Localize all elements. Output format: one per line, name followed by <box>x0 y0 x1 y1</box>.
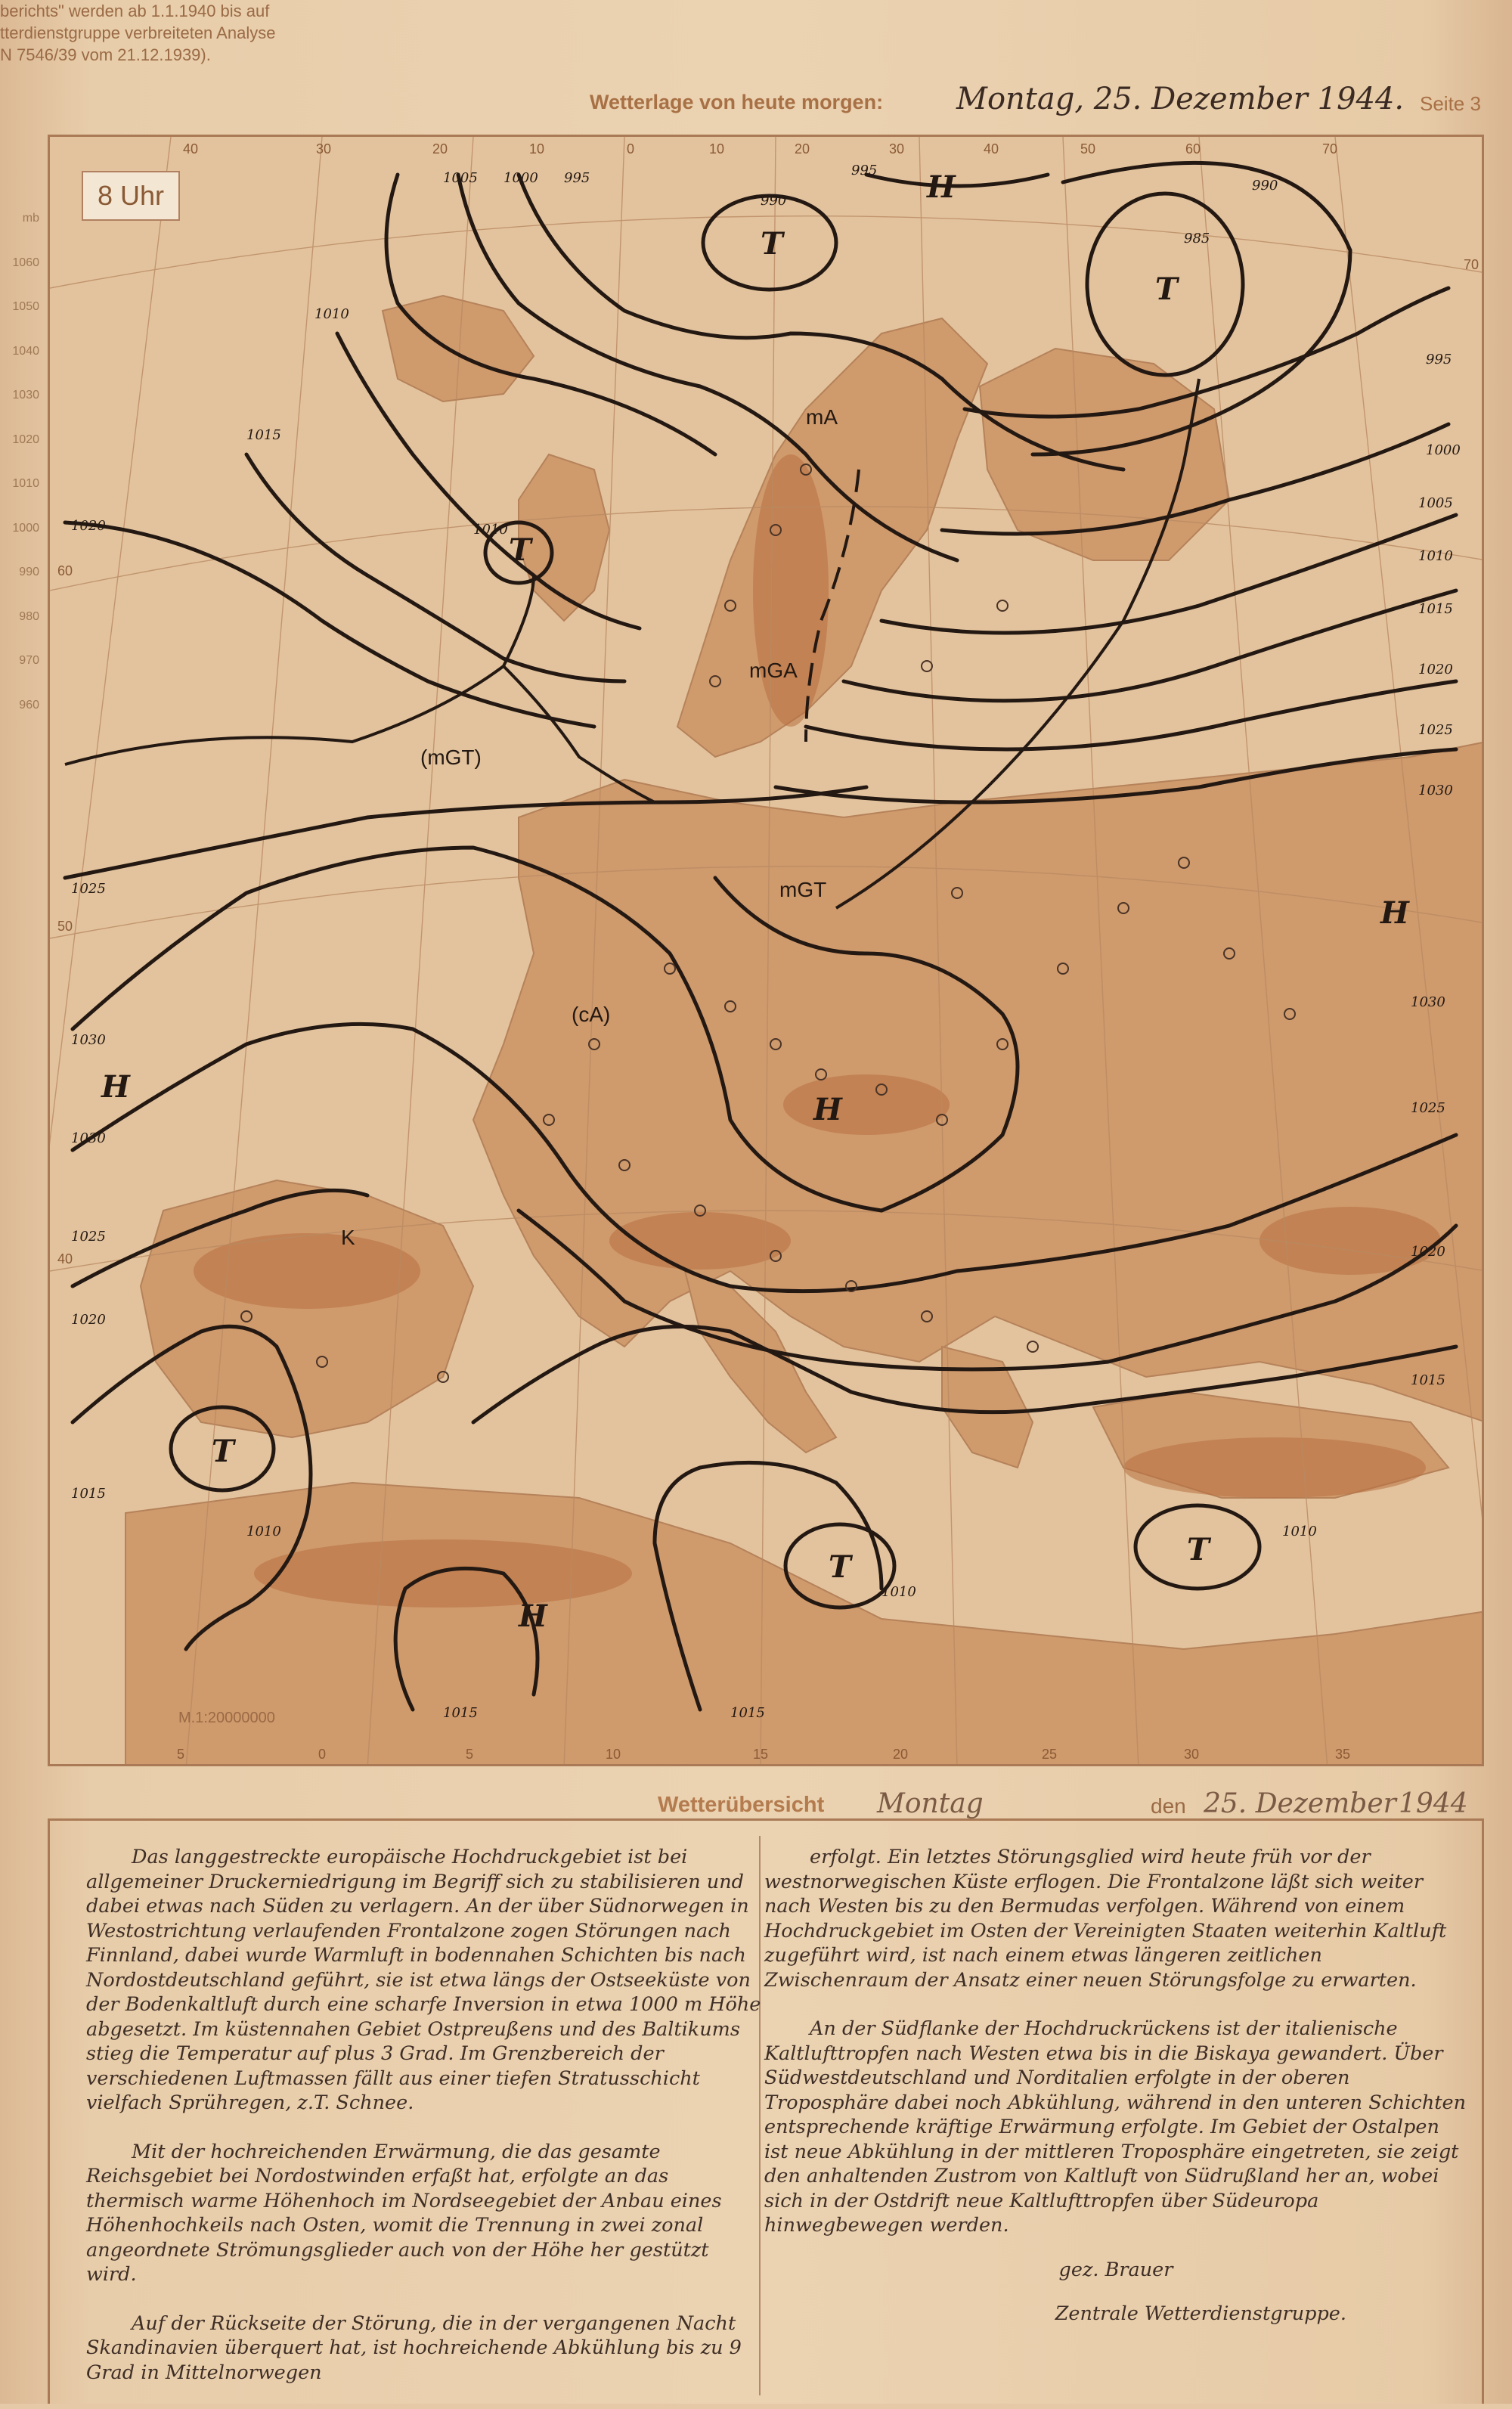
isobar-value: 1010 <box>881 1584 916 1600</box>
longitude-label: 10 <box>606 1747 621 1762</box>
left-margin-pressure-scale <box>0 212 44 743</box>
longitude-label: 70 <box>1322 141 1338 157</box>
low-symbol: T <box>212 1434 234 1469</box>
longitude-label: 20 <box>432 141 448 157</box>
longitude-label: 40 <box>183 141 199 157</box>
overview-day: Montag <box>877 1788 984 1819</box>
paragraph: Mit der hochreichenden Erwärmung, die das gesamte Reichsgebiet bei Nordostwinden erfaßt hat, erfolgte an das thermisch warme Höhenhoch im Nordseegebiet der Anbau eines Höhenhochkeils nach Osten, womit die Trennung in zwei zonal angeordnete Strömungsglieder auch von der Höhe her gestützt wird. <box>86 2140 722 2286</box>
air-mass-label: K <box>341 1226 355 1249</box>
weather-overview-label: Wetterübersicht <box>658 1793 825 1817</box>
isobar-value: 1025 <box>71 1229 106 1245</box>
isobar-value: 1025 <box>1418 722 1453 738</box>
longitude-label: 35 <box>1335 1747 1351 1762</box>
overview-year: 1944 <box>1399 1788 1468 1819</box>
low-symbol: T <box>829 1549 851 1585</box>
top-note-line: tterdienstgruppe verbreiteten Analyse <box>0 23 276 42</box>
latitude-label: 50 <box>57 919 73 934</box>
isobar-value: 1010 <box>1418 548 1453 564</box>
low-symbol: T <box>1155 271 1178 307</box>
isobar-value: 1015 <box>730 1705 765 1721</box>
longitude-label: 25 <box>1042 1747 1058 1762</box>
caucasus <box>1259 1207 1441 1275</box>
isobar-value: 1015 <box>1411 1372 1445 1388</box>
isobar-value: 990 <box>1252 178 1278 194</box>
scale-tick: 1040 <box>12 344 39 358</box>
longitude-label: 30 <box>316 141 332 157</box>
paragraph: Das langgestreckte europäische Hochdruckgebiet ist bei allgemeiner Druckerniedrigung im Begriff sich zu stabilisieren und dabei etwas nach Süden zu verlagern. An der über Südnorwegen in Westostrichtung verlaufenden Frontalzone zogen Störungen nach Finnland, dabei wurde Warmluft in bodennahen Schichten bis nach Nordostdeutschland geführt, sie ist etwa längs der Ostseeküste von der Bodenkaltluft durch eine scharfe Inversion in etwa 1000 m Höhe abgesetzt. Im küstennahen Gebiet Ostpreußens und des Baltikums stieg die Temperatur auf plus 3 Grad. Im Grenzbereich der verschiedenen Luftmassen fällt aus einer tiefen Stratusschicht vielfach Sprühregen, z.T. Schnee. <box>86 1846 761 2114</box>
carpathians <box>783 1074 950 1135</box>
low-symbol: T <box>509 532 531 568</box>
high-symbol: H <box>1380 895 1409 931</box>
organization-name: Zentrale Wetterdienstgruppe. <box>1055 2302 1346 2325</box>
paragraph: An der Südflanke der Hochdruckrückens ist der italienische Kaltlufttropfen nach Westen etwa bis in die Biskaya gewandert. Über Südwestdeutschland und Norditalien erfolgte in der oberen Troposphäre dabei noch Abkühlung, während in den unteren Schichten entsprechende kräftige Erwärmung erfolgte. Im Gebiet der Ostalpen ist neue Abkühlung in der mittleren Troposphäre eingetreten, sie zeigt den anhaltenden Zustrom von Kaltluft von Südrußland her an, wobei sich in der Ostdrift neue Kaltlufttropfen über Südeuropa hinwegbewegen werden. <box>764 2017 1467 2237</box>
air-mass-label: mA <box>806 405 838 429</box>
isobar-value: 995 <box>564 170 590 186</box>
scale-tick: 1030 <box>12 389 39 402</box>
isobar-value: 1015 <box>246 427 281 443</box>
map-header <box>582 82 1489 130</box>
scale-tick: 1050 <box>12 300 39 313</box>
isobar-value: 1015 <box>443 1705 478 1721</box>
longitude-label: 0 <box>318 1747 327 1762</box>
isobar-value: 1030 <box>1411 994 1445 1010</box>
air-mass-label: (cA) <box>572 1003 611 1026</box>
longitude-label: 20 <box>795 141 810 157</box>
isobar-value: 1005 <box>1418 495 1453 511</box>
longitude-label: 30 <box>1184 1747 1200 1762</box>
latitude-label: 40 <box>57 1251 73 1267</box>
latitude-label: 60 <box>57 563 73 578</box>
isobar-value: 990 <box>761 193 787 209</box>
atlas-mountains <box>254 1539 632 1608</box>
high-symbol: H <box>519 1598 547 1634</box>
scale-tick: mb <box>22 212 39 225</box>
isobar-value: 1000 <box>1426 442 1461 458</box>
longitude-label: 40 <box>984 141 999 157</box>
longitude-label: 10 <box>529 141 545 157</box>
air-mass-label: (mGT) <box>420 746 482 769</box>
text-column-right <box>764 1845 1467 2327</box>
low-symbol: T <box>1187 1532 1210 1567</box>
taurus-mountains <box>1123 1437 1426 1498</box>
longitude-label: 10 <box>709 141 725 157</box>
scale-tick: 1020 <box>12 433 39 446</box>
air-mass-label: mGA <box>749 659 798 682</box>
scale-tick: 960 <box>19 698 39 712</box>
weather-map-svg <box>50 137 1484 1766</box>
isobar-value: 1005 <box>443 170 478 186</box>
isobar-value: 1030 <box>71 1032 106 1048</box>
longitude-label: 20 <box>893 1747 909 1762</box>
isobar-value: 1010 <box>314 306 349 322</box>
text-column-left <box>86 1845 763 2409</box>
scale-tick: 970 <box>19 654 39 667</box>
weather-overview-text <box>48 1818 1484 2404</box>
isobar-value: 1020 <box>71 1312 106 1328</box>
longitude-label: 30 <box>889 141 905 157</box>
high-symbol: H <box>101 1069 130 1105</box>
isobar-value: 1010 <box>473 522 508 538</box>
top-note-line: N 7546/39 vom 21.12.1939). <box>0 45 211 64</box>
isobar-value: 1020 <box>71 518 106 534</box>
longitude-label: 0 <box>627 141 635 157</box>
weather-map <box>48 135 1484 1766</box>
isobar-value: 1000 <box>503 170 538 186</box>
isobar-value: 1020 <box>1418 662 1453 677</box>
latitude-label: 70 <box>1464 257 1479 272</box>
air-mass-label: mGT <box>779 878 827 901</box>
isobar-value: 1010 <box>246 1524 281 1539</box>
isobar-value: 995 <box>1426 352 1452 367</box>
top-note-line: berichts" werden ab 1.1.1940 bis auf <box>0 2 270 20</box>
low-symbol: T <box>761 226 783 262</box>
isobar-value: 1030 <box>1418 783 1453 798</box>
isobar-value: 985 <box>1184 231 1210 246</box>
overview-date: 25. Dezember <box>1204 1788 1396 1819</box>
scale-tick: 1010 <box>12 477 39 490</box>
scale-tick: 990 <box>19 566 39 578</box>
high-symbol: H <box>813 1092 842 1127</box>
time-label-box: 8 Uhr <box>82 171 180 221</box>
isobar-value: 1025 <box>1411 1100 1445 1116</box>
isobar-value: 1025 <box>71 881 106 897</box>
isobar-value: 1010 <box>1282 1524 1317 1539</box>
longitude-label: 60 <box>1185 141 1201 157</box>
page-number: Seite 3 <box>1420 92 1481 115</box>
high-symbol: H <box>927 169 956 205</box>
isobar-value: 1015 <box>1418 601 1453 617</box>
scandinavian-mountains <box>753 454 829 727</box>
scale-tick: 1060 <box>12 256 39 269</box>
scale-tick: 1000 <box>12 521 39 535</box>
longitude-label: 15 <box>753 1747 769 1762</box>
paragraph: erfolgt. Ein letztes Störungsglied wird heute früh vor der westnorwegischen Küste erflogen. Die Frontalzone läßt sich weiter nach Westen bis zu den Bermudas verfolgen. Während von einem Hochdruckgebiet im Osten der Vereinigten Staaten weiterhin Kaltluft zugeführt wird, ist nach einem etwas längeren zeitlichen Zwischenraum der Ansatz einer neuen Störungsfolge zu erwarten. <box>764 1846 1447 1992</box>
longitude-label: 50 <box>1080 141 1096 157</box>
isobar-value: 1015 <box>71 1486 106 1502</box>
longitude-label: 5 <box>177 1747 185 1762</box>
isobar-value: 1030 <box>71 1130 106 1146</box>
weather-situation-label: Wetterlage von heute morgen: <box>590 91 884 113</box>
paragraph: Auf der Rückseite der Störung, die in der vergangenen Nacht Skandinavien überquert hat, ist hochreichende Abkühlung bis zu 9 Grad in Mittelnorwegen <box>86 2311 742 2384</box>
isobar-value: 1020 <box>1411 1244 1445 1260</box>
map-scale: M.1:20000000 <box>178 1710 275 1726</box>
scale-tick: 980 <box>19 609 39 623</box>
continental-europe <box>473 742 1484 1422</box>
handwritten-date: Montag, 25. Dezember 1944. <box>956 82 1405 116</box>
overview-den: den <box>1151 1794 1186 1818</box>
top-left-note <box>0 0 393 66</box>
longitude-label: 5 <box>466 1747 474 1762</box>
isobar-value: 995 <box>851 163 878 178</box>
signature: gez. Brauer <box>1058 2258 1173 2281</box>
